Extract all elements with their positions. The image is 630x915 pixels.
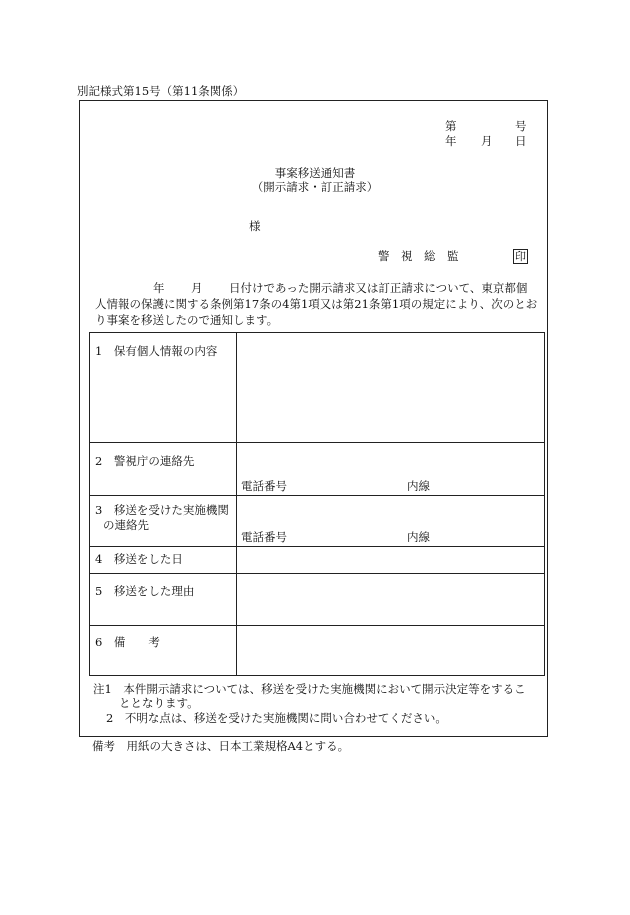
- date-hi: 日: [515, 134, 527, 148]
- body-text-line-2: 人情報の保護に関する条例第17条の4第1項又は第21条第1項の規定により、次のとお: [95, 297, 538, 311]
- table-row-label: 2 警視庁の連絡先: [95, 454, 195, 468]
- number-dai: 第: [445, 119, 457, 133]
- table-row-label: 1 保有個人情報の内容: [95, 344, 218, 358]
- form-reference: 別記様式第15号（第11条関係）: [77, 84, 245, 98]
- table-row-label: 5 移送をした理由: [95, 584, 195, 598]
- table-row-divider: [89, 573, 545, 574]
- extension-label: 内線: [407, 530, 430, 544]
- body-date-nen: 年: [153, 281, 165, 295]
- table-row-divider: [89, 625, 545, 626]
- body-text-line-3: り事案を移送したので通知します。: [95, 313, 279, 327]
- body-text-line-1: 日付けであった開示請求又は訂正請求について、東京都個: [229, 281, 528, 295]
- document-subtitle: （開示請求・訂正請求）: [251, 180, 379, 194]
- table-row-label: 4 移送をした日: [95, 552, 183, 566]
- footer-remark: 備考 用紙の大きさは、日本工業規格A4とする。: [92, 739, 350, 753]
- addressee-sama: 様: [249, 219, 261, 233]
- document-title: 事案移送通知書: [274, 166, 356, 180]
- note-2: 2 不明な点は、移送を受けた実施機関に問い合わせてください。: [106, 711, 447, 725]
- table-row-divider: [89, 546, 545, 547]
- extension-label: 内線: [407, 479, 430, 493]
- date-tsuki: 月: [481, 134, 493, 148]
- note-1-line-2: ととなります。: [119, 696, 199, 710]
- phone-label: 電話番号: [241, 479, 287, 493]
- note-1-line-1: 注1 本件開示請求については、移送を受けた実施機関において開示決定等をするこ: [93, 682, 526, 696]
- body-date-tsuki: 月: [191, 281, 203, 295]
- table-row-divider: [89, 442, 545, 443]
- seal-mark: 印: [515, 250, 526, 263]
- sender-name: 警 視 総 監: [378, 249, 459, 263]
- date-nen: 年: [445, 134, 457, 148]
- table-row-label: 6 備 考: [95, 635, 160, 649]
- table-row-divider: [89, 495, 545, 496]
- number-go: 号: [515, 119, 527, 133]
- table-row-label: 3 移送を受けた実施機関: [95, 503, 229, 517]
- table-row-label-cont: の連絡先: [103, 518, 149, 532]
- phone-label: 電話番号: [241, 530, 287, 544]
